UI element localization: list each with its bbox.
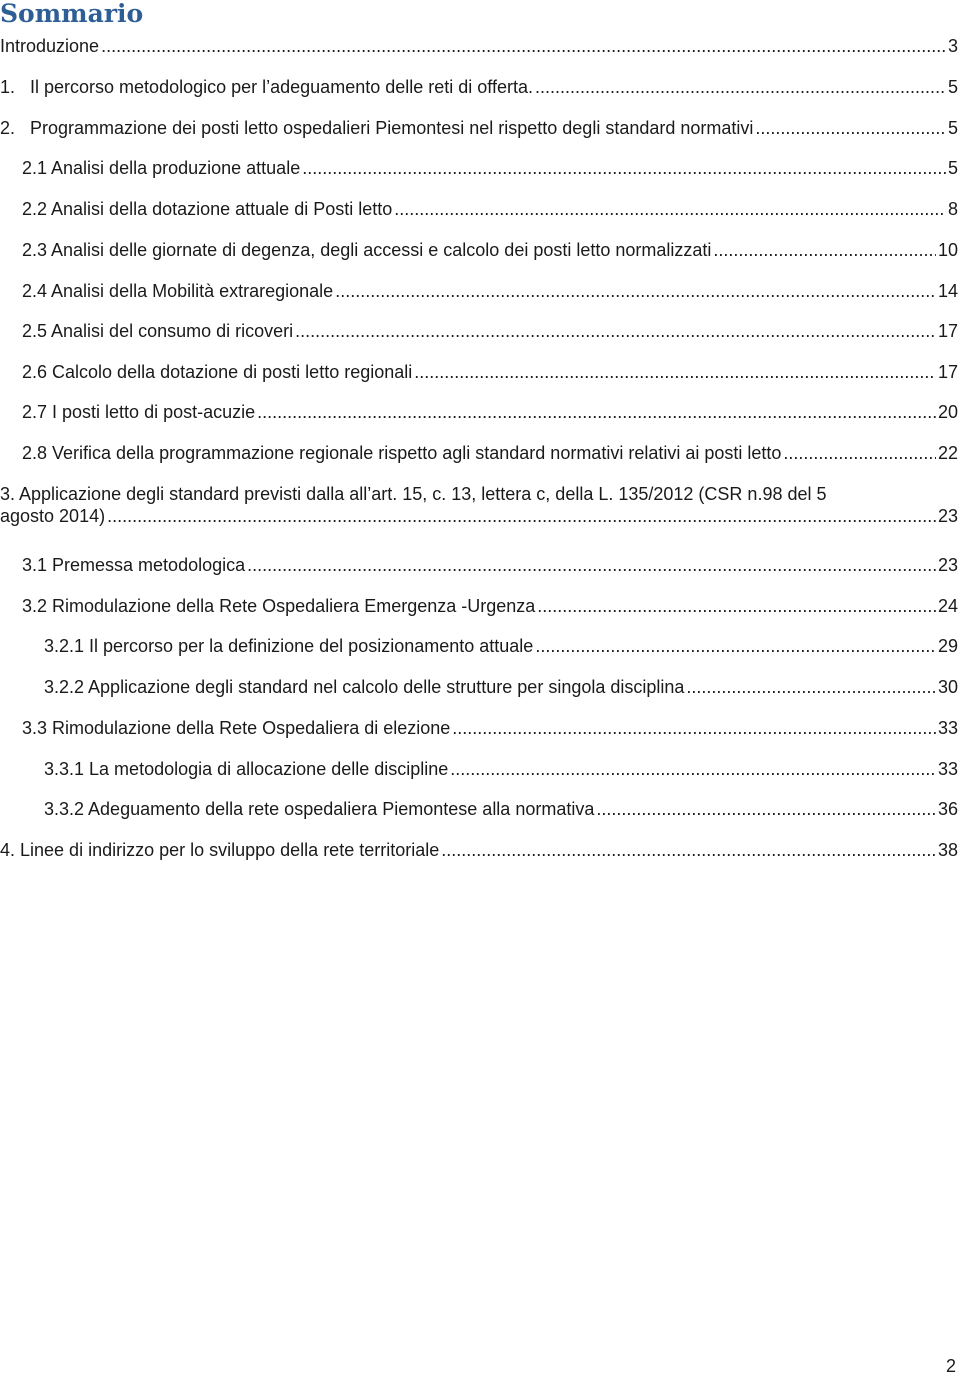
toc-entry-page: 8	[947, 199, 958, 219]
toc-entry-3-3[interactable]	[22, 717, 958, 739]
toc-leader-dots	[295, 320, 936, 342]
toc-entry-text: 2.2 Analisi della dotazione attuale di Posti letto	[22, 199, 393, 219]
toc-leader-dots	[783, 442, 936, 464]
toc-entry-page: 22	[937, 443, 958, 463]
toc-entry-2-7[interactable]	[22, 401, 958, 423]
toc-entry-text-line2: agosto 2014)	[0, 506, 106, 526]
toc-entry-text: 2.5 Analisi del consumo di ricoveri	[22, 321, 294, 341]
toc-leader-dots	[257, 401, 936, 423]
toc-leader-dots	[450, 758, 936, 780]
toc-entry-text: 3.2.2 Applicazione degli standard nel calcolo delle strutture per singola disciplina	[44, 677, 685, 697]
toc-entry-page: 5	[947, 118, 958, 138]
toc-leader-dots	[713, 239, 936, 261]
toc-entry-page: 17	[937, 362, 958, 382]
toc-leader-dots	[247, 554, 936, 576]
toc-entry-page: 23	[937, 555, 958, 575]
toc-entry-text: 4. Linee di indirizzo per lo sviluppo della rete territoriale	[0, 840, 440, 860]
toc-entry-page: 17	[937, 321, 958, 341]
toc-entry-page: 24	[937, 596, 958, 616]
toc-entry-text: 2.1 Analisi della produzione attuale	[22, 158, 301, 178]
toc-entry-text: 3.3.1 La metodologia di allocazione delle discipline	[44, 759, 449, 779]
toc-entry-2-6[interactable]	[22, 361, 958, 383]
toc-entry-text: 3.3 Rimodulazione della Rete Ospedaliera di elezione	[22, 718, 451, 738]
toc-entry-3-3-2[interactable]	[44, 798, 958, 820]
toc-entry-3-2-2[interactable]	[44, 676, 958, 698]
toc-leader-dots	[686, 676, 936, 698]
toc-entry-text: 1. Il percorso metodologico per l’adeguamento delle reti di offerta.	[0, 77, 533, 97]
page-number: 2	[945, 1356, 956, 1376]
toc-entry-text: Introduzione	[0, 36, 100, 56]
toc-entry-3-2[interactable]	[22, 595, 958, 617]
toc-entry-text: 3.3.2 Adeguamento della rete ospedaliera Piemontese alla normativa	[44, 799, 595, 819]
toc-entry-text: 2.3 Analisi delle giornate di degenza, degli accessi e calcolo dei posti letto normalizzati	[22, 240, 712, 260]
toc-entry-2-8[interactable]	[22, 442, 958, 464]
toc-entry-page: 3	[947, 36, 958, 56]
toc-entry-text: 2.6 Calcolo della dotazione di posti letto regionali	[22, 362, 413, 382]
toc-entry-page: 38	[937, 840, 958, 860]
toc-entry-page: 10	[937, 240, 958, 260]
toc-leader-dots	[394, 198, 946, 220]
toc-entry-1[interactable]	[0, 76, 958, 98]
toc-leader-dots	[755, 117, 946, 139]
toc-entry-page: 5	[947, 77, 958, 97]
toc-leader-dots	[596, 798, 936, 820]
toc-entry-introduzione[interactable]	[0, 35, 958, 57]
toc-leader-dots	[101, 35, 946, 57]
toc-entry-2-1[interactable]	[22, 157, 958, 179]
toc-entry-page: 29	[937, 636, 958, 656]
toc-leader-dots	[107, 505, 936, 527]
toc-leader-dots	[535, 76, 946, 98]
toc-entry-2-5[interactable]	[22, 320, 958, 342]
toc-entry-text: 3.2 Rimodulazione della Rete Ospedaliera Emergenza -Urgenza	[22, 596, 536, 616]
toc-leader-dots	[452, 717, 936, 739]
toc-entry-2-4[interactable]	[22, 280, 958, 302]
toc-entry-text: 2.4 Analisi della Mobilità extraregionale	[22, 281, 334, 301]
toc-entry-text: 2.7 I posti letto di post-acuzie	[22, 402, 256, 422]
toc-entry-text: 2. Programmazione dei posti letto ospedalieri Piemontesi nel rispetto degli standard normativi	[0, 118, 754, 138]
toc-entry-4[interactable]	[0, 839, 958, 861]
toc-entry-3-3-1[interactable]	[44, 758, 958, 780]
toc-entry-text: 2.8 Verifica della programmazione regionale rispetto agli standard normativi relativi ai posti letto	[22, 443, 782, 463]
toc-leader-dots	[335, 280, 936, 302]
toc-entry-page: 5	[947, 158, 958, 178]
toc-entry-2-3[interactable]	[22, 239, 958, 261]
toc-entry-2[interactable]	[0, 117, 958, 139]
toc-entry-text-line1: 3. Applicazione degli standard previsti dalla all’art. 15, c. 13, lettera c, della L. 135/2012 (CSR n.98 del 5	[0, 484, 827, 504]
toc-entry-3[interactable]	[0, 483, 958, 527]
toc-entry-3-1[interactable]	[22, 554, 958, 576]
toc-leader-dots	[535, 635, 936, 657]
toc-entry-page: 14	[937, 281, 958, 301]
toc-entry-page: 33	[937, 759, 958, 779]
toc-entry-page: 30	[937, 677, 958, 697]
toc-entry-text: 3.1 Premessa metodologica	[22, 555, 246, 575]
toc-entry-2-2[interactable]	[22, 198, 958, 220]
toc-entry-page: 33	[937, 718, 958, 738]
toc-leader-dots	[537, 595, 936, 617]
toc-entry-text: 3.2.1 Il percorso per la definizione del posizionamento attuale	[44, 636, 534, 656]
toc-leader-dots	[302, 157, 946, 179]
toc-entry-3-2-1[interactable]	[44, 635, 958, 657]
toc-entry-page: 23	[937, 506, 958, 526]
toc-leader-dots	[414, 361, 936, 383]
toc-entry-page: 20	[937, 402, 958, 422]
toc-entry-page: 36	[937, 799, 958, 819]
toc-leader-dots	[441, 839, 936, 861]
page-title: Sommario	[0, 0, 144, 28]
